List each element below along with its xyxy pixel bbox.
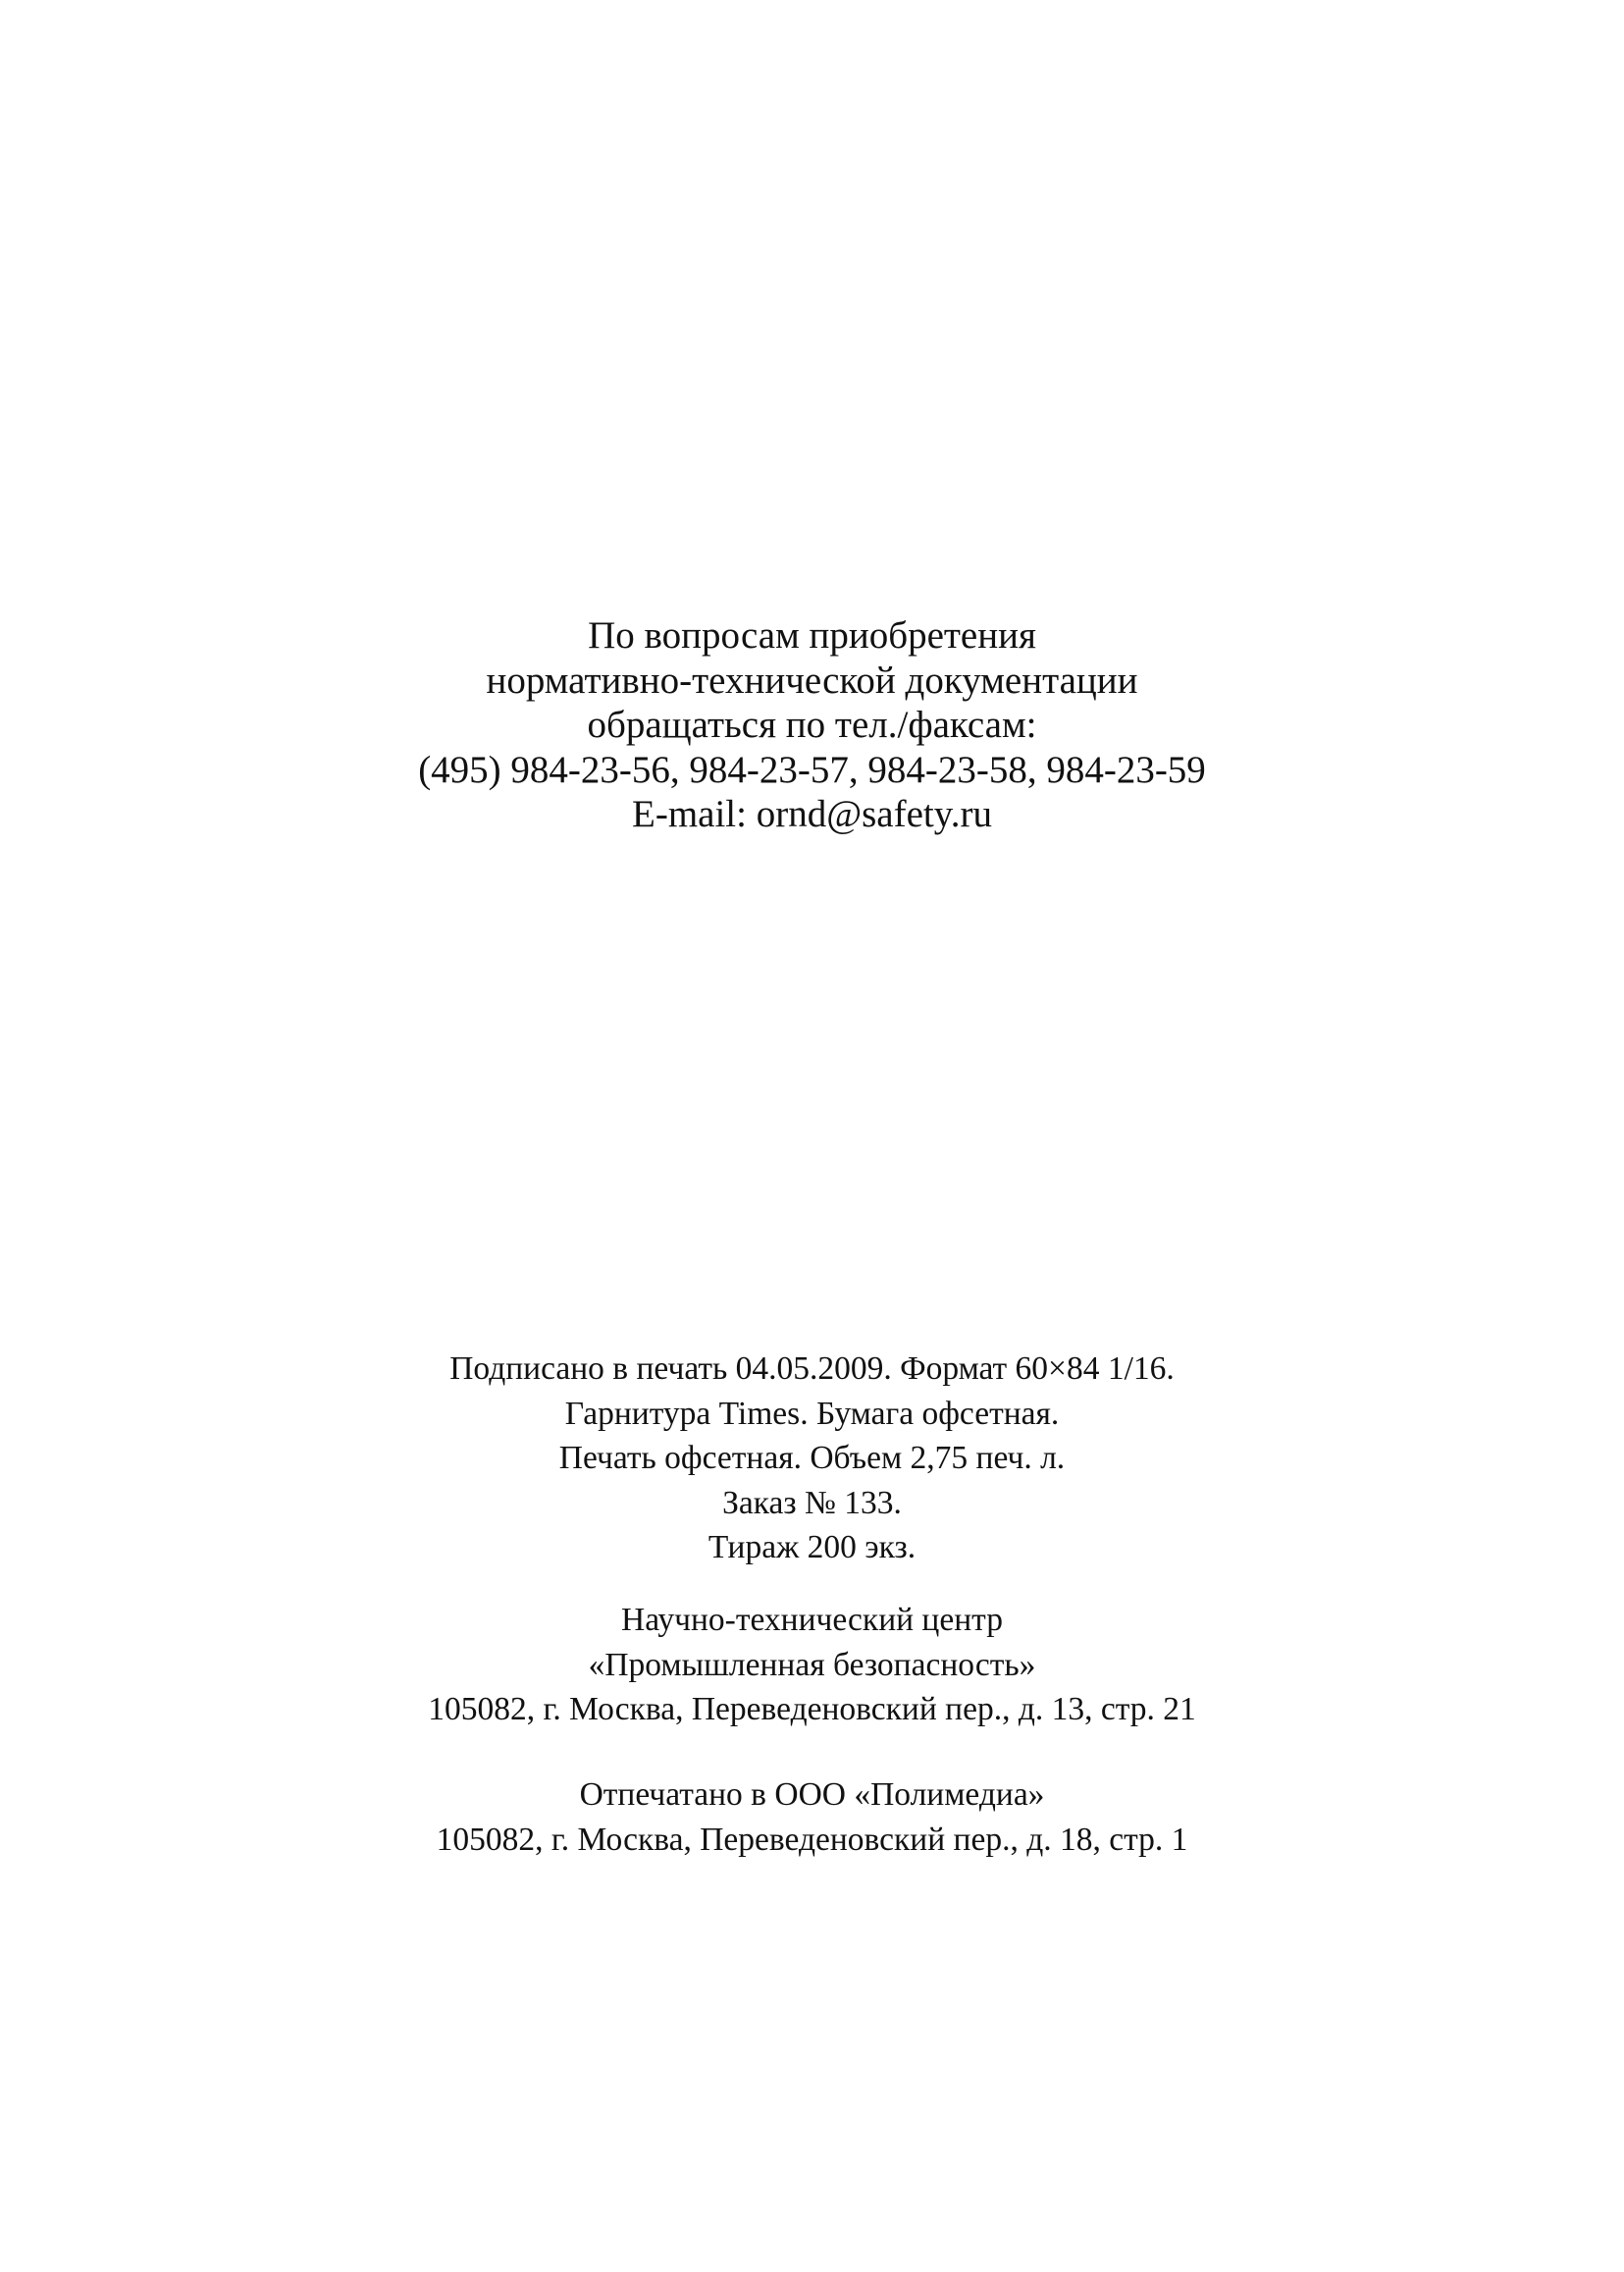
publisher-address: 105082, г. Москва, Переведеновский пер., д. 13, стр. 21 (428, 1691, 1196, 1727)
printer-name: Отпечатано в ООО «Полимедиа» (579, 1776, 1045, 1813)
printer-block (0, 1772, 1624, 1862)
contact-heading-line: По вопросам приобретения (588, 614, 1036, 657)
imprint-print-run: Тираж 200 экз. (707, 1529, 917, 1565)
printer-address: 105082, г. Москва, Переведеновский пер., д. 18, стр. 1 (436, 1821, 1188, 1858)
contact-email: E-mail: ornd@safety.ru (632, 793, 992, 835)
contact-info-block (0, 613, 1624, 837)
imprint-signed-format: Подписано в печать 04.05.2009. Формат 60×84 1/16. (449, 1350, 1175, 1387)
publisher-name: «Промышленная безопасность» (588, 1646, 1036, 1683)
contact-phone-numbers: (495) 984-23-56, 984-23-57, 984-23-58, 984-23-59 (418, 748, 1206, 791)
imprint-block (0, 1347, 1624, 1570)
publisher-type: Научно-технический центр (621, 1602, 1003, 1638)
imprint-typeface-paper: Гарнитура Times. Бумага офсетная. (564, 1395, 1060, 1432)
contact-instruction-line: обращаться по тел./факсам: (587, 704, 1037, 746)
imprint-printing-volume: Печать офсетная. Объем 2,75 печ. л. (558, 1440, 1066, 1476)
publisher-block (0, 1598, 1624, 1732)
contact-subject-line: нормативно-технической документации (486, 659, 1138, 702)
imprint-order-number: Заказ № 133. (722, 1484, 902, 1521)
